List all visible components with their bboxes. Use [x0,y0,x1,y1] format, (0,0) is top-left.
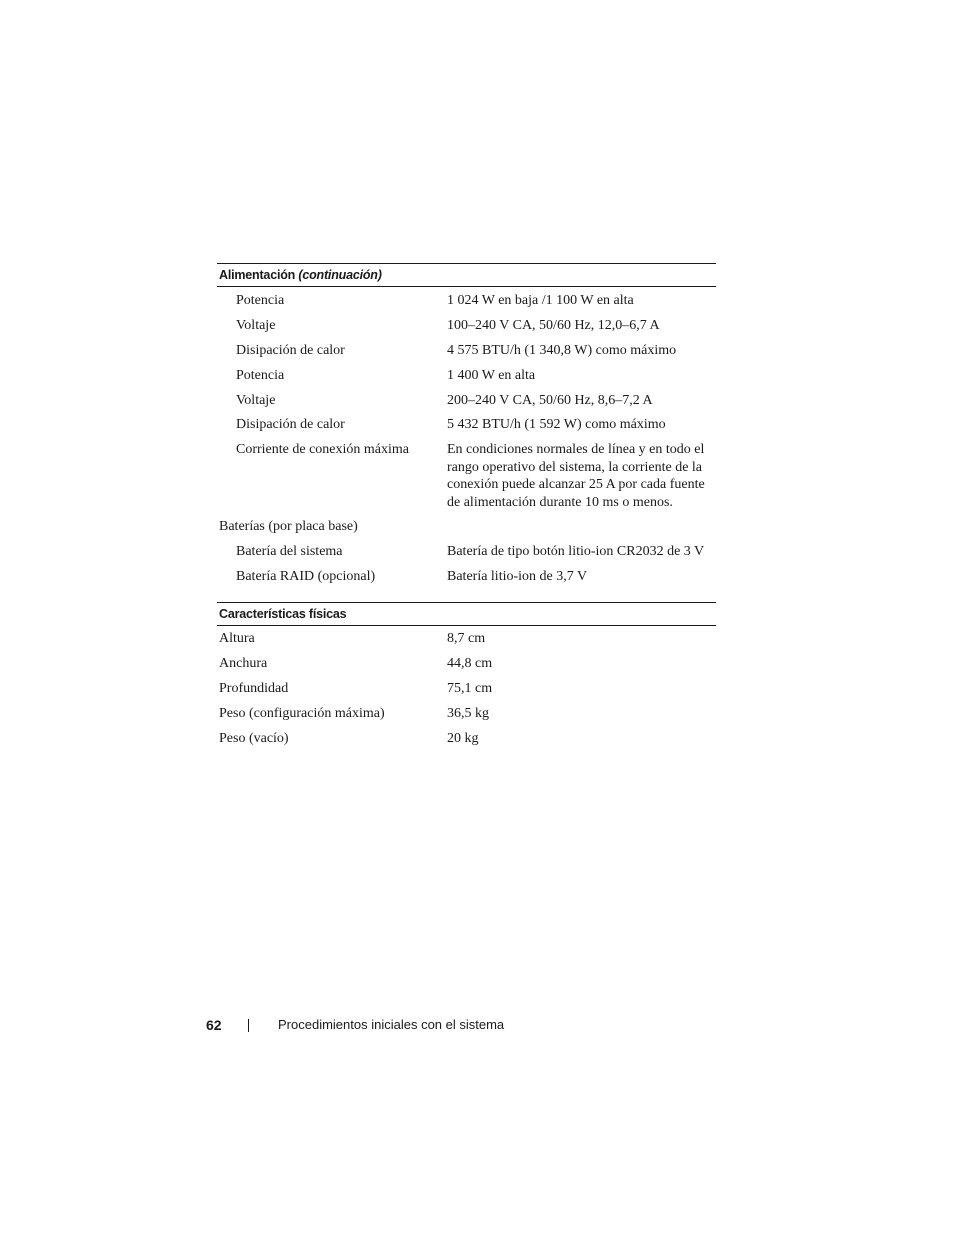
spec-value: 44,8 cm [447,656,493,671]
spec-label: Potencia [236,368,285,383]
spec-label: Voltaje [236,393,276,408]
spec-label: Profundidad [219,681,289,696]
spec-label: Voltaje [236,318,276,333]
footer-document-title: Procedimientos iniciales con el sistema [278,1017,505,1032]
spec-value: 20 kg [447,731,479,746]
spec-label: Anchura [219,656,268,671]
spec-label: Peso (configuración máxima) [219,706,385,721]
spec-label: Disipación de calor [236,343,345,358]
section-title: Características físicas [219,607,347,621]
section-title-suffix: (continuación) [298,268,382,282]
spec-label: Potencia [236,293,285,308]
spec-group-label: Baterías (por placa base) [219,519,358,534]
spec-label: Batería del sistema [236,544,343,559]
physical-section [217,602,716,752]
spec-label: Peso (vacío) [219,731,289,746]
section-header-power [217,263,716,287]
spec-label: Corriente de conexión máxima [236,442,409,457]
spec-label: Batería RAID (opcional) [236,569,376,584]
spec-value: En condiciones normales de línea y en todo el rango operativo del sistema, la corriente de la conexión puede alcanzar 25 A por cada fuente de alimentación durante 10 ms o menos. [447,442,705,510]
spec-value: 200–240 V CA, 50/60 Hz, 8,6–7,2 A [447,393,653,408]
spec-value: 1 400 W en alta [447,368,536,383]
spec-value: Batería litio-ion de 3,7 V [447,569,588,584]
spec-value: 36,5 kg [447,706,489,721]
footer-divider [248,1019,249,1032]
spec-value: 1 024 W en baja /1 100 W en alta [447,293,634,308]
spec-value: 8,7 cm [447,631,486,646]
spec-value: 100–240 V CA, 50/60 Hz, 12,0–6,7 A [447,318,660,333]
section-header-physical [217,602,716,626]
spec-value: 4 575 BTU/h (1 340,8 W) como máximo [447,343,677,358]
spec-value: Batería de tipo botón litio-ion CR2032 de 3 V [447,544,705,559]
section-title: Alimentación [219,268,296,282]
page-number: 62 [206,1017,222,1033]
spec-label: Altura [219,631,255,646]
spec-value: 5 432 BTU/h (1 592 W) como máximo [447,417,666,432]
power-section [217,263,716,593]
spec-label: Disipación de calor [236,417,345,432]
spec-value: 75,1 cm [447,681,493,696]
